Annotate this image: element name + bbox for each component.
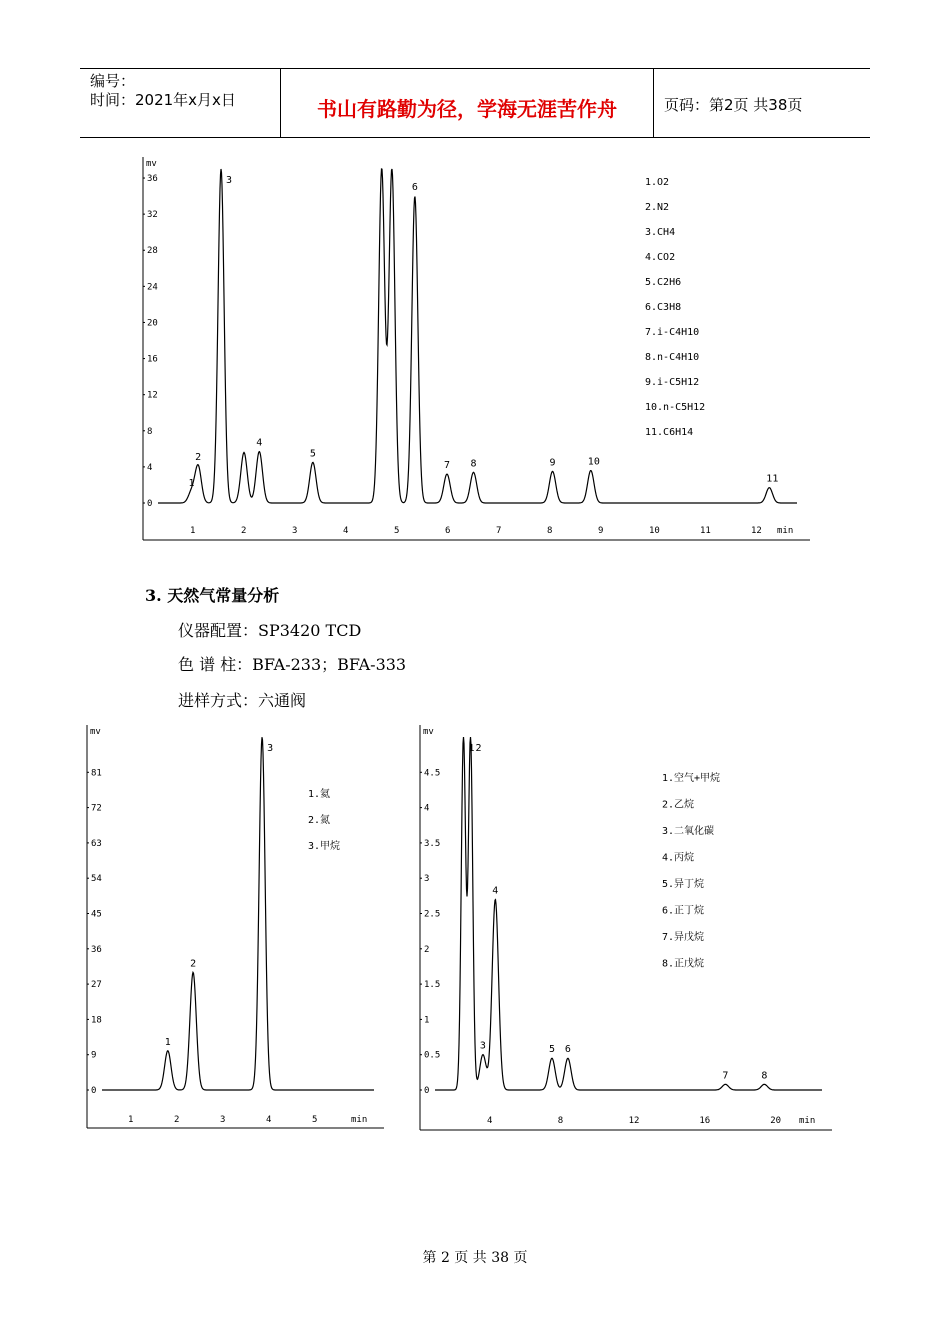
peak-label: 1	[188, 478, 195, 490]
page-footer: 第 2 页 共 38 页	[422, 1250, 528, 1266]
x-axis-unit: min	[351, 1115, 368, 1125]
peak-label: 5	[309, 448, 316, 460]
legend-entry: 1.空气+甲烷	[662, 773, 721, 784]
x-tick-label: 8	[557, 1116, 564, 1126]
legend-entry: 2.氮	[308, 815, 331, 826]
y-tick-label: 18	[91, 1015, 102, 1026]
peak-label: 11	[766, 473, 779, 485]
page-header	[80, 68, 870, 138]
x-tick-label: 4	[487, 1116, 493, 1126]
section-heading: 3. 天然气常量分析	[145, 586, 280, 605]
y-tick-label: 4	[424, 803, 430, 814]
y-tick-label: 0	[91, 1086, 97, 1096]
y-tick-label: 54	[91, 874, 102, 885]
injection-line: 进样方式：六通阀	[178, 691, 307, 710]
x-axis-unit: min	[777, 526, 794, 536]
column-line: 色 谱 柱：BFA-233；BFA-333	[178, 655, 407, 674]
y-tick-label: 28	[147, 246, 158, 257]
motto: 书山有路勤为径，学海无涯苦作舟	[317, 97, 617, 121]
x-tick-label: 12	[751, 526, 762, 536]
legend-entry: 8.正戊烷	[662, 958, 705, 970]
x-tick-label: 3	[220, 1115, 226, 1125]
y-axis-unit: mv	[146, 159, 157, 169]
legend-entry: 7.i-C4H10	[645, 327, 700, 338]
x-tick-label: 9	[598, 526, 604, 536]
peak-label: 7	[722, 1070, 729, 1082]
legend-entry: 1.O2	[645, 177, 670, 188]
legend-entry: 10.n-C5H12	[645, 402, 706, 413]
legend-entry: 7.异戊烷	[662, 932, 705, 943]
peak-label: 2	[475, 743, 482, 754]
y-tick-label: 27	[91, 980, 102, 991]
y-tick-label: 4.5	[424, 768, 441, 779]
header-middle-cell	[281, 69, 654, 137]
x-tick-label: 6	[445, 526, 451, 536]
chromatogram-trace	[435, 737, 822, 1090]
y-tick-label: 3	[424, 874, 430, 885]
peak-label: 6	[411, 182, 418, 194]
y-tick-label: 4	[147, 462, 153, 473]
legend-entry: 8.n-C4H10	[645, 352, 700, 363]
peak-label: 2	[190, 958, 197, 970]
y-tick-label: 81	[91, 768, 102, 779]
y-tick-label: 45	[91, 909, 102, 920]
chromatogram-1	[140, 155, 810, 545]
legend-entry: 2.乙烷	[662, 799, 695, 811]
peak-label: 3	[479, 1040, 486, 1052]
peak-label: 1	[164, 1036, 171, 1048]
x-tick-label: 2	[241, 526, 247, 536]
y-tick-label: 36	[147, 174, 158, 185]
time-label: 时间：2021年x月x日	[90, 91, 236, 109]
legend-entry: 4.丙烷	[662, 852, 695, 864]
legend-entry: 6.正丁烷	[662, 905, 705, 917]
peak-label: 4	[492, 885, 499, 897]
chromatogram-trace	[102, 737, 374, 1090]
number-label: 编号：	[90, 72, 136, 90]
x-axis-unit: min	[799, 1116, 816, 1126]
peak-label: 8	[470, 458, 477, 470]
peak-label: 10	[587, 456, 600, 468]
legend-entry: 11.C6H14	[645, 427, 694, 438]
y-tick-label: 32	[147, 210, 158, 221]
y-tick-label: 0	[424, 1086, 430, 1096]
x-tick-label: 4	[266, 1115, 272, 1125]
y-tick-label: 36	[91, 944, 102, 955]
header-right-cell	[654, 69, 870, 137]
y-tick-label: 1	[424, 1015, 430, 1026]
legend-entry: 4.CO2	[645, 252, 676, 263]
legend-entry: 9.i-C5H12	[645, 377, 700, 388]
legend-entry: 3.二氧化碳	[662, 826, 715, 837]
chromatogram-2	[84, 725, 384, 1135]
y-tick-label: 2	[424, 944, 430, 955]
y-tick-label: 16	[147, 354, 158, 365]
y-tick-label: 20	[147, 318, 158, 329]
header-left-cell	[80, 69, 281, 137]
y-tick-label: 8	[147, 426, 153, 437]
peak-label: 6	[564, 1044, 571, 1056]
legend-entry: 3.CH4	[645, 227, 676, 238]
y-tick-label: 3.5	[424, 838, 441, 849]
peak-label: 3	[226, 175, 233, 186]
chromatogram-trace	[158, 169, 797, 503]
x-tick-label: 3	[292, 526, 298, 536]
instrument-line: 仪器配置：SP3420 TCD	[178, 621, 362, 640]
y-axis-unit: mv	[90, 727, 101, 737]
legend-entry: 3.甲烷	[308, 841, 341, 852]
page-info: 页码：第2页 共38页	[664, 96, 803, 114]
peak-label: 3	[267, 743, 274, 754]
legend-entry: 6.C3H8	[645, 302, 682, 313]
legend-entry: 5.异丁烷	[662, 879, 705, 890]
y-tick-label: 12	[147, 390, 158, 401]
x-tick-label: 11	[700, 526, 711, 536]
peak-label: 4	[256, 437, 263, 449]
x-tick-label: 12	[628, 1116, 640, 1126]
x-tick-label: 5	[312, 1115, 318, 1125]
peak-label: 7	[443, 460, 451, 472]
legend-entry: 2.N2	[645, 202, 670, 213]
x-tick-label: 10	[649, 526, 660, 536]
y-tick-label: 9	[91, 1050, 97, 1061]
x-tick-label: 7	[496, 526, 502, 536]
peak-label: 5	[548, 1044, 555, 1056]
y-tick-label: 24	[147, 282, 158, 293]
y-axis-unit: mv	[423, 727, 434, 737]
legend-entry: 5.C2H6	[645, 277, 682, 288]
x-tick-label: 5	[394, 526, 400, 536]
x-tick-label: 4	[343, 526, 349, 536]
x-tick-label: 2	[174, 1115, 180, 1125]
y-tick-label: 0	[147, 499, 153, 509]
x-tick-label: 16	[699, 1116, 711, 1126]
y-tick-label: 63	[91, 838, 102, 849]
y-tick-label: 0.5	[424, 1050, 441, 1061]
peak-label: 8	[761, 1070, 768, 1082]
x-tick-label: 20	[770, 1116, 782, 1126]
y-tick-label: 72	[91, 803, 102, 814]
peak-label: 1	[468, 743, 475, 754]
legend-entry: 1.氦	[308, 789, 331, 800]
x-tick-label: 1	[190, 526, 196, 536]
x-tick-label: 1	[128, 1115, 134, 1125]
y-tick-label: 1.5	[424, 980, 441, 991]
y-tick-label: 2.5	[424, 909, 441, 920]
chromatogram-3	[417, 725, 832, 1135]
x-tick-label: 8	[547, 526, 553, 536]
peak-label: 9	[549, 457, 556, 469]
peak-label: 2	[195, 451, 202, 463]
